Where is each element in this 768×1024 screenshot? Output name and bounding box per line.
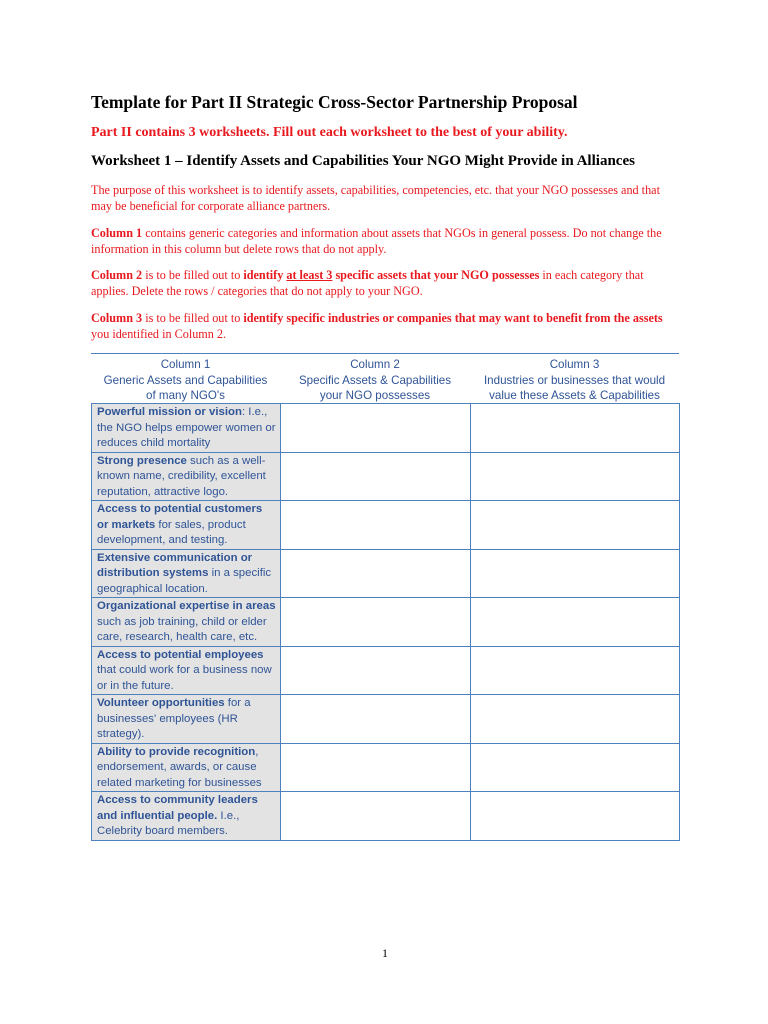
column3-input-cell[interactable] bbox=[471, 452, 680, 501]
row-label-text: that could work for a business now or in the future. bbox=[97, 664, 272, 692]
column3-input-cell[interactable] bbox=[471, 646, 680, 695]
column2-note-mid: is to be filled out to bbox=[142, 268, 244, 282]
header-column-3-line3: value these Assets & Capabilities bbox=[489, 389, 660, 402]
assets-table bbox=[91, 353, 679, 841]
table-row bbox=[92, 646, 680, 695]
row-label-cell bbox=[92, 598, 281, 647]
table-row bbox=[92, 792, 680, 841]
page-number: 1 bbox=[382, 946, 388, 960]
row-label-text: in a specific geographical location. bbox=[97, 567, 272, 595]
table-row bbox=[92, 695, 680, 744]
table-row bbox=[92, 404, 680, 453]
row-label-text: , endorsement, awards, or cause related marketing for businesses bbox=[97, 745, 262, 789]
document-subtitle: Part II contains 3 worksheets. Fill out each worksheet to the best of your ability. bbox=[91, 125, 568, 140]
column2-input-cell[interactable] bbox=[281, 598, 471, 647]
row-label-bold: Organizational expertise in areas bbox=[97, 600, 276, 612]
column3-note-mid: is to be filled out to bbox=[142, 311, 244, 325]
table-row bbox=[92, 501, 680, 550]
row-label-bold: Volunteer opportunities bbox=[97, 697, 225, 709]
column2-input-cell[interactable] bbox=[281, 452, 471, 501]
header-column-2-line3: your NGO possesses bbox=[319, 389, 431, 402]
column3-input-cell[interactable] bbox=[471, 549, 680, 598]
column2-input-cell[interactable] bbox=[281, 501, 471, 550]
row-label-cell bbox=[92, 549, 281, 598]
column3-input-cell[interactable] bbox=[471, 792, 680, 841]
row-label-bold: Access to potential customers or markets bbox=[97, 503, 263, 531]
header-column-3 bbox=[470, 354, 679, 403]
row-label-text: such as job training, child or elder care, research, health care, etc. bbox=[97, 615, 267, 643]
header-column-2-line2: Specific Assets & Capabilities bbox=[298, 373, 452, 387]
assets-table-body bbox=[91, 403, 680, 841]
column2-note-text: in each category that applies. Delete the rows / categories that do not apply to your NGO. bbox=[91, 268, 644, 298]
worksheet-title: Worksheet 1 – Identify Assets and Capabilities Your NGO Might Provide in Alliances bbox=[91, 153, 635, 169]
column2-input-cell[interactable] bbox=[281, 743, 471, 792]
column1-note bbox=[91, 225, 677, 257]
header-column-3-line1: Column 3 bbox=[549, 358, 600, 371]
column3-note-lead: Column 3 bbox=[91, 311, 143, 325]
row-label-bold: Strong presence bbox=[97, 454, 187, 467]
column3-input-cell[interactable] bbox=[471, 695, 680, 744]
column2-input-cell[interactable] bbox=[281, 792, 471, 841]
purpose-paragraph: The purpose of this worksheet is to identify assets, capabilities, competencies, etc. that your NGO possesses and that may be beneficial for corporate alliance partners. bbox=[91, 183, 660, 213]
column2-note bbox=[91, 267, 677, 299]
column2-note-bold2: specific assets that your NGO possesses bbox=[332, 268, 540, 282]
column2-input-cell[interactable] bbox=[281, 549, 471, 598]
row-label-text: for a businesses' employees (HR strategy). bbox=[97, 697, 251, 740]
column1-note-text: contains generic categories and information about assets that NGOs in general possess. Do not change the information in this column but delete rows that do not apply. bbox=[91, 226, 662, 256]
header-column-1-line2: Generic Assets and Capabilities bbox=[103, 373, 268, 387]
row-label-bold: Ability to provide recognition bbox=[97, 745, 256, 758]
column2-input-cell[interactable] bbox=[281, 404, 471, 453]
column2-note-bold1: identify bbox=[243, 268, 287, 282]
column2-note-underline: at least 3 bbox=[286, 268, 333, 282]
row-label-text: : I.e., the NGO helps empower women or reduces child mortality bbox=[97, 406, 276, 449]
column2-note-lead: Column 2 bbox=[91, 268, 143, 282]
header-column-1-line3: of many NGO's bbox=[146, 389, 225, 402]
table-header-row bbox=[91, 354, 679, 403]
header-column-1-line1: Column 1 bbox=[160, 358, 211, 371]
row-label-cell bbox=[92, 743, 281, 792]
column2-input-cell[interactable] bbox=[281, 695, 471, 744]
document-title: Template for Part II Strategic Cross-Sector Partnership Proposal bbox=[91, 92, 578, 112]
row-label-cell bbox=[92, 501, 281, 550]
row-label-bold: Access to potential employees bbox=[97, 648, 264, 661]
header-column-2-line1: Column 2 bbox=[350, 358, 400, 371]
column3-input-cell[interactable] bbox=[471, 743, 680, 792]
row-label-cell bbox=[92, 404, 281, 453]
column1-note-lead: Column 1 bbox=[91, 226, 143, 240]
row-label-bold: Powerful mission or vision bbox=[97, 406, 242, 418]
row-label-cell bbox=[92, 452, 281, 501]
column3-note-text: you identified in Column 2. bbox=[91, 327, 227, 341]
row-label-bold: Extensive communication or distribution systems bbox=[97, 551, 253, 579]
column3-input-cell[interactable] bbox=[471, 501, 680, 550]
table-row bbox=[92, 549, 680, 598]
column2-input-cell[interactable] bbox=[281, 646, 471, 695]
row-label-text: I.e., Celebrity board members. bbox=[97, 809, 240, 837]
header-column-2 bbox=[280, 354, 470, 403]
row-label-cell bbox=[92, 695, 281, 744]
row-label-text: for sales, product development, and testing. bbox=[97, 518, 246, 546]
table-row bbox=[92, 598, 680, 647]
header-column-3-line2: Industries or businesses that would bbox=[483, 373, 666, 387]
column3-note-bold: identify specific industries or companies that may want to benefit from the assets bbox=[243, 311, 663, 325]
row-label-text: such as a well-known name, credibility, excellent reputation, attractive logo. bbox=[97, 454, 266, 498]
table-row bbox=[92, 743, 680, 792]
row-label-bold: Access to community leaders and influential people. bbox=[97, 794, 258, 822]
column3-input-cell[interactable] bbox=[471, 404, 680, 453]
column3-note bbox=[91, 310, 677, 342]
row-label-cell bbox=[92, 646, 281, 695]
row-label-cell bbox=[92, 792, 281, 841]
table-row bbox=[92, 452, 680, 501]
header-column-1 bbox=[91, 354, 280, 403]
column3-input-cell[interactable] bbox=[471, 598, 680, 647]
